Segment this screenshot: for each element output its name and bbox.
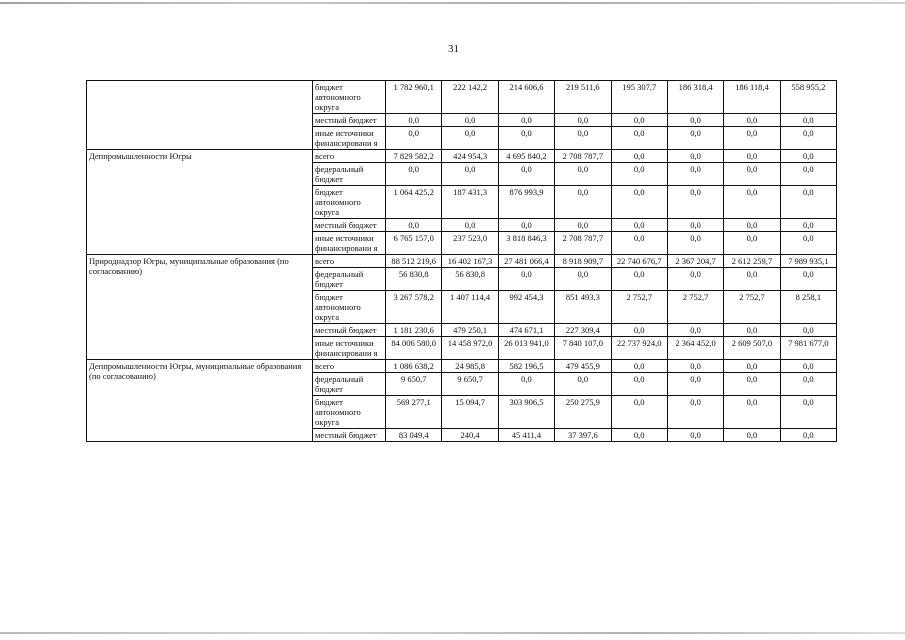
value-cell: 0,0 bbox=[611, 219, 667, 232]
value-cell: 240,4 bbox=[442, 429, 498, 442]
value-cell: 37 397,6 bbox=[555, 429, 611, 442]
value-cell: 569 277,1 bbox=[386, 396, 442, 429]
value-cell: 0,0 bbox=[555, 127, 611, 150]
value-cell: 0,0 bbox=[780, 186, 836, 219]
value-cell: 26 013 941,0 bbox=[498, 337, 554, 360]
funding-source-cell: иные источники финансировани я bbox=[313, 127, 386, 150]
value-cell: 424 954,3 bbox=[442, 150, 498, 163]
value-cell: 14 458 972,0 bbox=[442, 337, 498, 360]
value-cell: 214 606,6 bbox=[498, 81, 554, 114]
value-cell: 0,0 bbox=[386, 127, 442, 150]
funding-source-cell: федеральный бюджет bbox=[313, 268, 386, 291]
value-cell: 0,0 bbox=[780, 324, 836, 337]
value-cell: 0,0 bbox=[780, 429, 836, 442]
scan-edge-top bbox=[0, 2, 905, 4]
value-cell: 1 086 638,2 bbox=[386, 360, 442, 373]
value-cell: 2 609 507,0 bbox=[724, 337, 780, 360]
table-row bbox=[87, 150, 837, 163]
value-cell: 0,0 bbox=[555, 163, 611, 186]
funding-source-cell: иные источники финансировани я bbox=[313, 337, 386, 360]
value-cell: 0,0 bbox=[555, 186, 611, 219]
value-cell: 0,0 bbox=[724, 396, 780, 429]
value-cell: 2 708 787,7 bbox=[555, 232, 611, 255]
value-cell: 56 830,8 bbox=[386, 268, 442, 291]
funding-source-cell: бюджет автономного округа bbox=[313, 81, 386, 114]
value-cell: 0,0 bbox=[386, 163, 442, 186]
value-cell: 0,0 bbox=[780, 268, 836, 291]
value-cell: 222 142,2 bbox=[442, 81, 498, 114]
value-cell: 0,0 bbox=[724, 163, 780, 186]
value-cell: 0,0 bbox=[611, 324, 667, 337]
value-cell: 0,0 bbox=[611, 186, 667, 219]
organization-cell: Природнадзор Югры, муниципальные образования (по согласованию) bbox=[87, 255, 313, 360]
value-cell: 237 523,0 bbox=[442, 232, 498, 255]
value-cell: 876 993,9 bbox=[498, 186, 554, 219]
value-cell: 0,0 bbox=[611, 127, 667, 150]
value-cell: 0,0 bbox=[667, 268, 723, 291]
value-cell: 582 196,5 bbox=[498, 360, 554, 373]
value-cell: 1 782 960,1 bbox=[386, 81, 442, 114]
value-cell: 0,0 bbox=[667, 127, 723, 150]
value-cell: 0,0 bbox=[780, 396, 836, 429]
value-cell: 0,0 bbox=[555, 373, 611, 396]
value-cell: 7 989 935,1 bbox=[780, 255, 836, 268]
value-cell: 0,0 bbox=[498, 114, 554, 127]
funding-source-cell: бюджет автономного округа bbox=[313, 186, 386, 219]
value-cell: 187 431,3 bbox=[442, 186, 498, 219]
value-cell: 0,0 bbox=[780, 163, 836, 186]
value-cell: 0,0 bbox=[611, 163, 667, 186]
value-cell: 0,0 bbox=[667, 114, 723, 127]
value-cell: 2 364 452,0 bbox=[667, 337, 723, 360]
funding-source-cell: местный бюджет bbox=[313, 324, 386, 337]
funding-source-cell: всего bbox=[313, 255, 386, 268]
value-cell: 219 511,6 bbox=[555, 81, 611, 114]
table-row bbox=[87, 255, 837, 268]
value-cell: 479 455,9 bbox=[555, 360, 611, 373]
value-cell: 7 829 582,2 bbox=[386, 150, 442, 163]
value-cell: 0,0 bbox=[780, 360, 836, 373]
value-cell: 7 840 107,0 bbox=[555, 337, 611, 360]
value-cell: 2 752,7 bbox=[611, 291, 667, 324]
value-cell: 0,0 bbox=[498, 127, 554, 150]
value-cell: 0,0 bbox=[724, 373, 780, 396]
value-cell: 0,0 bbox=[611, 232, 667, 255]
value-cell: 1 181 230,6 bbox=[386, 324, 442, 337]
table-row bbox=[87, 360, 837, 373]
value-cell: 22 737 924,0 bbox=[611, 337, 667, 360]
value-cell: 0,0 bbox=[611, 268, 667, 291]
value-cell: 9 650,7 bbox=[386, 373, 442, 396]
value-cell: 2 708 787,7 bbox=[555, 150, 611, 163]
value-cell: 0,0 bbox=[498, 268, 554, 291]
value-cell: 0,0 bbox=[667, 219, 723, 232]
scan-edge-bottom bbox=[0, 632, 905, 634]
value-cell: 0,0 bbox=[724, 429, 780, 442]
value-cell: 27 481 066,4 bbox=[498, 255, 554, 268]
value-cell: 16 402 167,3 bbox=[442, 255, 498, 268]
value-cell: 0,0 bbox=[780, 373, 836, 396]
value-cell: 0,0 bbox=[667, 360, 723, 373]
value-cell: 0,0 bbox=[724, 268, 780, 291]
value-cell: 0,0 bbox=[667, 232, 723, 255]
value-cell: 0,0 bbox=[724, 186, 780, 219]
value-cell: 2 752,7 bbox=[724, 291, 780, 324]
value-cell: 2 612 259,7 bbox=[724, 255, 780, 268]
value-cell: 195 307,7 bbox=[611, 81, 667, 114]
value-cell: 0,0 bbox=[611, 396, 667, 429]
value-cell: 0,0 bbox=[611, 114, 667, 127]
value-cell: 0,0 bbox=[667, 396, 723, 429]
value-cell: 83 049,4 bbox=[386, 429, 442, 442]
funding-source-cell: федеральный бюджет bbox=[313, 373, 386, 396]
value-cell: 0,0 bbox=[667, 186, 723, 219]
value-cell: 1 064 425,2 bbox=[386, 186, 442, 219]
value-cell: 479 250,1 bbox=[442, 324, 498, 337]
value-cell: 0,0 bbox=[724, 150, 780, 163]
organization-cell: Деппромышленности Югры, муниципальные образования (по согласованию) bbox=[87, 360, 313, 442]
value-cell: 0,0 bbox=[724, 360, 780, 373]
value-cell: 0,0 bbox=[442, 114, 498, 127]
organization-cell bbox=[87, 81, 313, 150]
table-row bbox=[87, 81, 837, 114]
table-body bbox=[87, 81, 837, 442]
value-cell: 0,0 bbox=[611, 429, 667, 442]
value-cell: 0,0 bbox=[667, 163, 723, 186]
value-cell: 992 454,3 bbox=[498, 291, 554, 324]
value-cell: 0,0 bbox=[442, 163, 498, 186]
value-cell: 0,0 bbox=[555, 219, 611, 232]
value-cell: 0,0 bbox=[386, 114, 442, 127]
value-cell: 0,0 bbox=[498, 373, 554, 396]
value-cell: 24 985,8 bbox=[442, 360, 498, 373]
value-cell: 0,0 bbox=[667, 150, 723, 163]
funding-source-cell: местный бюджет bbox=[313, 219, 386, 232]
funding-source-cell: бюджет автономного округа bbox=[313, 291, 386, 324]
value-cell: 6 765 157,0 bbox=[386, 232, 442, 255]
value-cell: 0,0 bbox=[611, 373, 667, 396]
value-cell: 3 267 578,2 bbox=[386, 291, 442, 324]
value-cell: 558 955,2 bbox=[780, 81, 836, 114]
value-cell: 22 740 676,7 bbox=[611, 255, 667, 268]
value-cell: 4 695 840,2 bbox=[498, 150, 554, 163]
value-cell: 45 411,4 bbox=[498, 429, 554, 442]
value-cell: 0,0 bbox=[555, 268, 611, 291]
funding-source-cell: иные источники финансировани я bbox=[313, 232, 386, 255]
value-cell: 0,0 bbox=[780, 232, 836, 255]
value-cell: 15 094,7 bbox=[442, 396, 498, 429]
value-cell: 0,0 bbox=[780, 219, 836, 232]
value-cell: 0,0 bbox=[667, 429, 723, 442]
value-cell: 250 275,9 bbox=[555, 396, 611, 429]
value-cell: 56 830,8 bbox=[442, 268, 498, 291]
value-cell: 851 493,3 bbox=[555, 291, 611, 324]
value-cell: 7 981 677,0 bbox=[780, 337, 836, 360]
funding-source-cell: всего bbox=[313, 150, 386, 163]
value-cell: 0,0 bbox=[442, 219, 498, 232]
value-cell: 227 309,4 bbox=[555, 324, 611, 337]
value-cell: 474 671,1 bbox=[498, 324, 554, 337]
funding-source-cell: местный бюджет bbox=[313, 429, 386, 442]
value-cell: 0,0 bbox=[386, 219, 442, 232]
value-cell: 0,0 bbox=[780, 127, 836, 150]
page-number: 31 bbox=[448, 43, 459, 55]
value-cell: 0,0 bbox=[611, 150, 667, 163]
value-cell: 0,0 bbox=[724, 219, 780, 232]
value-cell: 9 650,7 bbox=[442, 373, 498, 396]
funding-table bbox=[86, 80, 837, 442]
value-cell: 2 367 204,7 bbox=[667, 255, 723, 268]
value-cell: 0,0 bbox=[611, 360, 667, 373]
funding-source-cell: местный бюджет bbox=[313, 114, 386, 127]
value-cell: 0,0 bbox=[724, 324, 780, 337]
value-cell: 0,0 bbox=[498, 163, 554, 186]
value-cell: 8 258,1 bbox=[780, 291, 836, 324]
funding-source-cell: бюджет автономного округа bbox=[313, 396, 386, 429]
value-cell: 1 407 114,4 bbox=[442, 291, 498, 324]
value-cell: 186 118,4 bbox=[724, 81, 780, 114]
value-cell: 88 512 219,6 bbox=[386, 255, 442, 268]
value-cell: 0,0 bbox=[442, 127, 498, 150]
value-cell: 3 818 846,3 bbox=[498, 232, 554, 255]
funding-source-cell: федеральный бюджет bbox=[313, 163, 386, 186]
funding-source-cell: всего bbox=[313, 360, 386, 373]
value-cell: 0,0 bbox=[724, 127, 780, 150]
value-cell: 0,0 bbox=[555, 114, 611, 127]
value-cell: 303 906,5 bbox=[498, 396, 554, 429]
value-cell: 0,0 bbox=[724, 232, 780, 255]
value-cell: 84 006 580,0 bbox=[386, 337, 442, 360]
value-cell: 0,0 bbox=[780, 114, 836, 127]
value-cell: 0,0 bbox=[724, 114, 780, 127]
value-cell: 0,0 bbox=[498, 219, 554, 232]
organization-cell: Деппромышленности Югры bbox=[87, 150, 313, 255]
value-cell: 2 752,7 bbox=[667, 291, 723, 324]
value-cell: 8 918 909,7 bbox=[555, 255, 611, 268]
value-cell: 186 318,4 bbox=[667, 81, 723, 114]
value-cell: 0,0 bbox=[667, 373, 723, 396]
value-cell: 0,0 bbox=[667, 324, 723, 337]
value-cell: 0,0 bbox=[780, 150, 836, 163]
